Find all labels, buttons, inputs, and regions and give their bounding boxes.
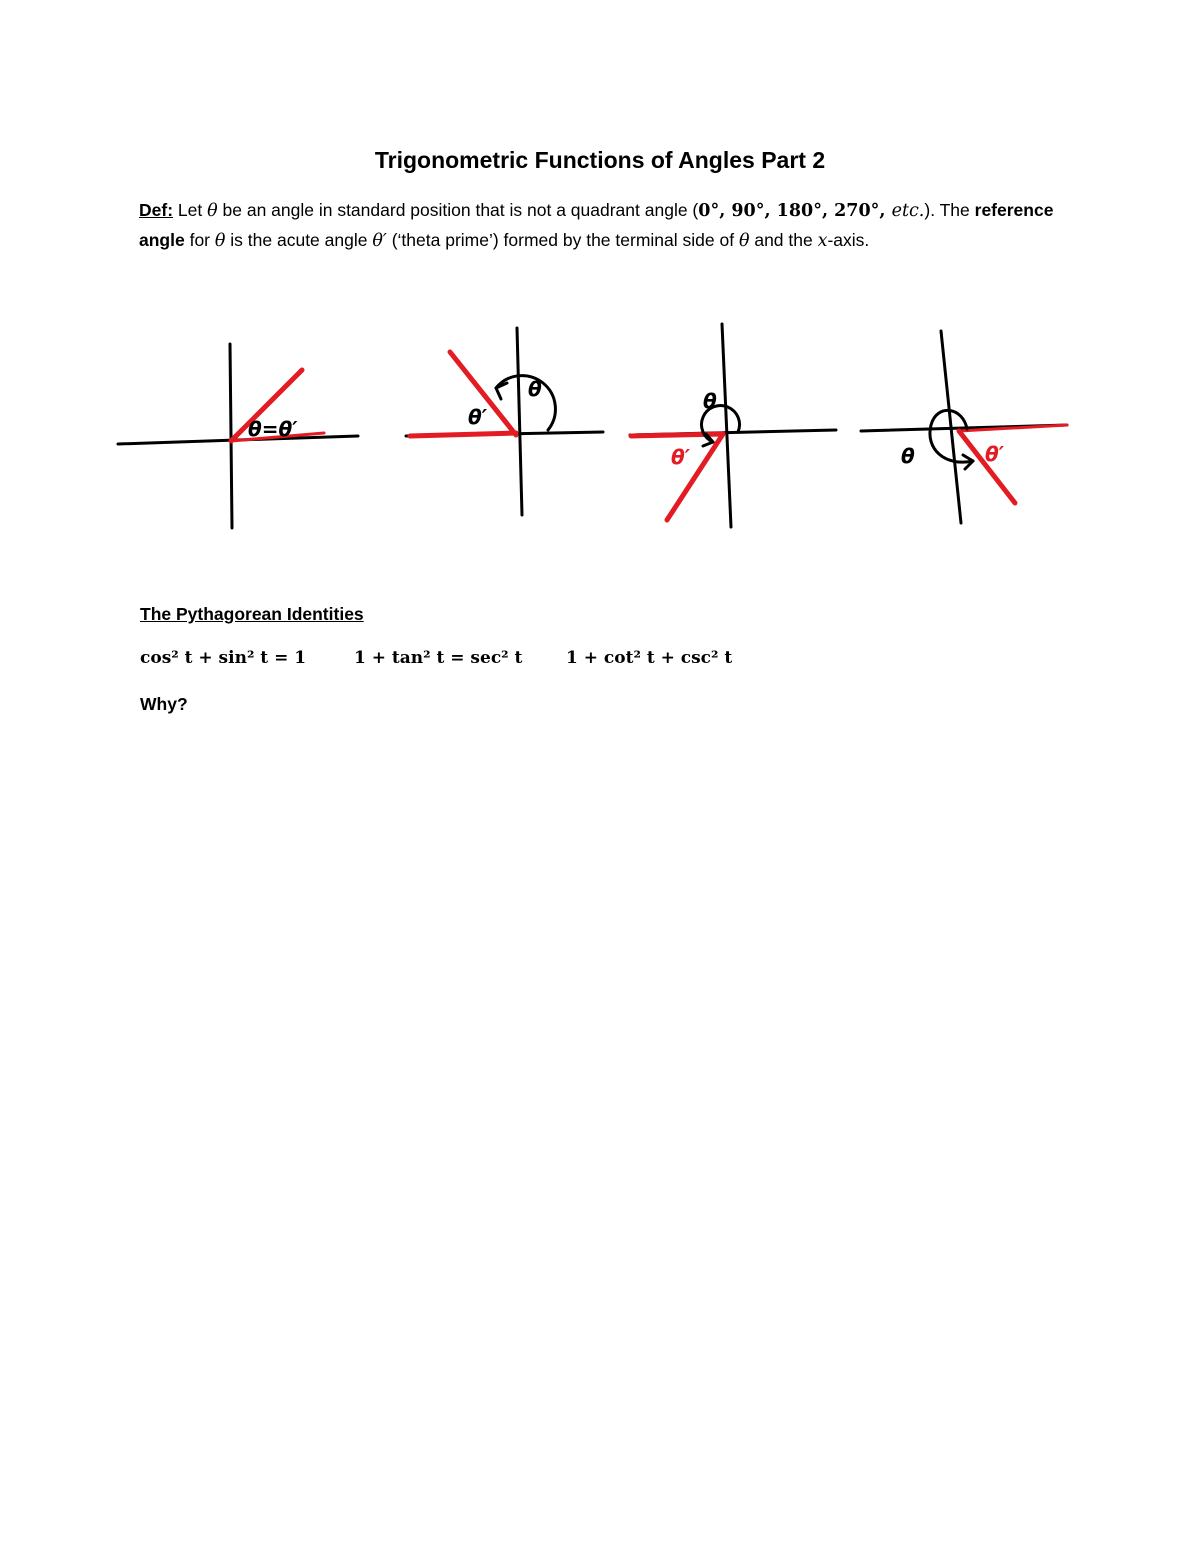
- identity-cos-sin: cos² t + sin² t = 1: [140, 648, 307, 668]
- theta-prime-label: θ′: [468, 405, 488, 429]
- quadrant-angles: 0°, 90°, 180°, 270°,: [698, 201, 892, 221]
- identities-row: [140, 648, 940, 676]
- y-axis: [517, 328, 522, 515]
- diagram-quadrant-4: [855, 325, 1075, 530]
- negative-x-side: [410, 433, 516, 436]
- theta-prime-label: θ′: [985, 442, 1005, 466]
- etc-text: etc.: [891, 201, 925, 221]
- why-question: Why?: [140, 694, 188, 714]
- x-symbol: x: [817, 230, 828, 251]
- angle-label: θ=θ′: [248, 417, 298, 441]
- theta-symbol: θ: [214, 230, 226, 251]
- definition-label: Def:: [139, 200, 174, 220]
- def-text: for: [184, 229, 215, 250]
- def-text: and the: [749, 229, 818, 250]
- theta-symbol: θ: [207, 201, 218, 221]
- theta-prime-symbol: θ′: [372, 230, 387, 251]
- theta-prime-label: θ′: [671, 445, 691, 469]
- theta-label: θ: [703, 389, 717, 413]
- def-text: be an angle in standard position that is not a quadrant angle (: [217, 200, 699, 220]
- identity-cot-csc: 1 + cot² t + csc² t: [566, 648, 733, 668]
- reference-angle-term: reference angle: [139, 200, 1054, 250]
- diagram-quadrant-3: [625, 318, 840, 533]
- def-text: is the acute angle: [225, 229, 373, 250]
- section-heading: The Pythagorean Identities: [140, 604, 364, 624]
- identity-tan-sec: 1 + tan² t = sec² t: [354, 648, 523, 668]
- def-text: ). The: [924, 200, 975, 220]
- theta-label: θ: [528, 377, 542, 401]
- y-axis: [722, 324, 731, 527]
- theta-symbol: θ: [738, 230, 750, 251]
- def-text: Let: [173, 200, 208, 220]
- def-text: (‘theta prime’) formed by the terminal side of: [386, 229, 739, 250]
- definition-paragraph: [139, 196, 1059, 255]
- y-axis: [230, 344, 232, 528]
- diagram-quadrant-1: [110, 330, 370, 540]
- def-text: -axis.: [827, 229, 870, 250]
- theta-label: θ: [901, 444, 915, 468]
- page-title: Trigonometric Functions of Angles Part 2: [374, 147, 826, 173]
- diagram-quadrant-2: [400, 320, 610, 530]
